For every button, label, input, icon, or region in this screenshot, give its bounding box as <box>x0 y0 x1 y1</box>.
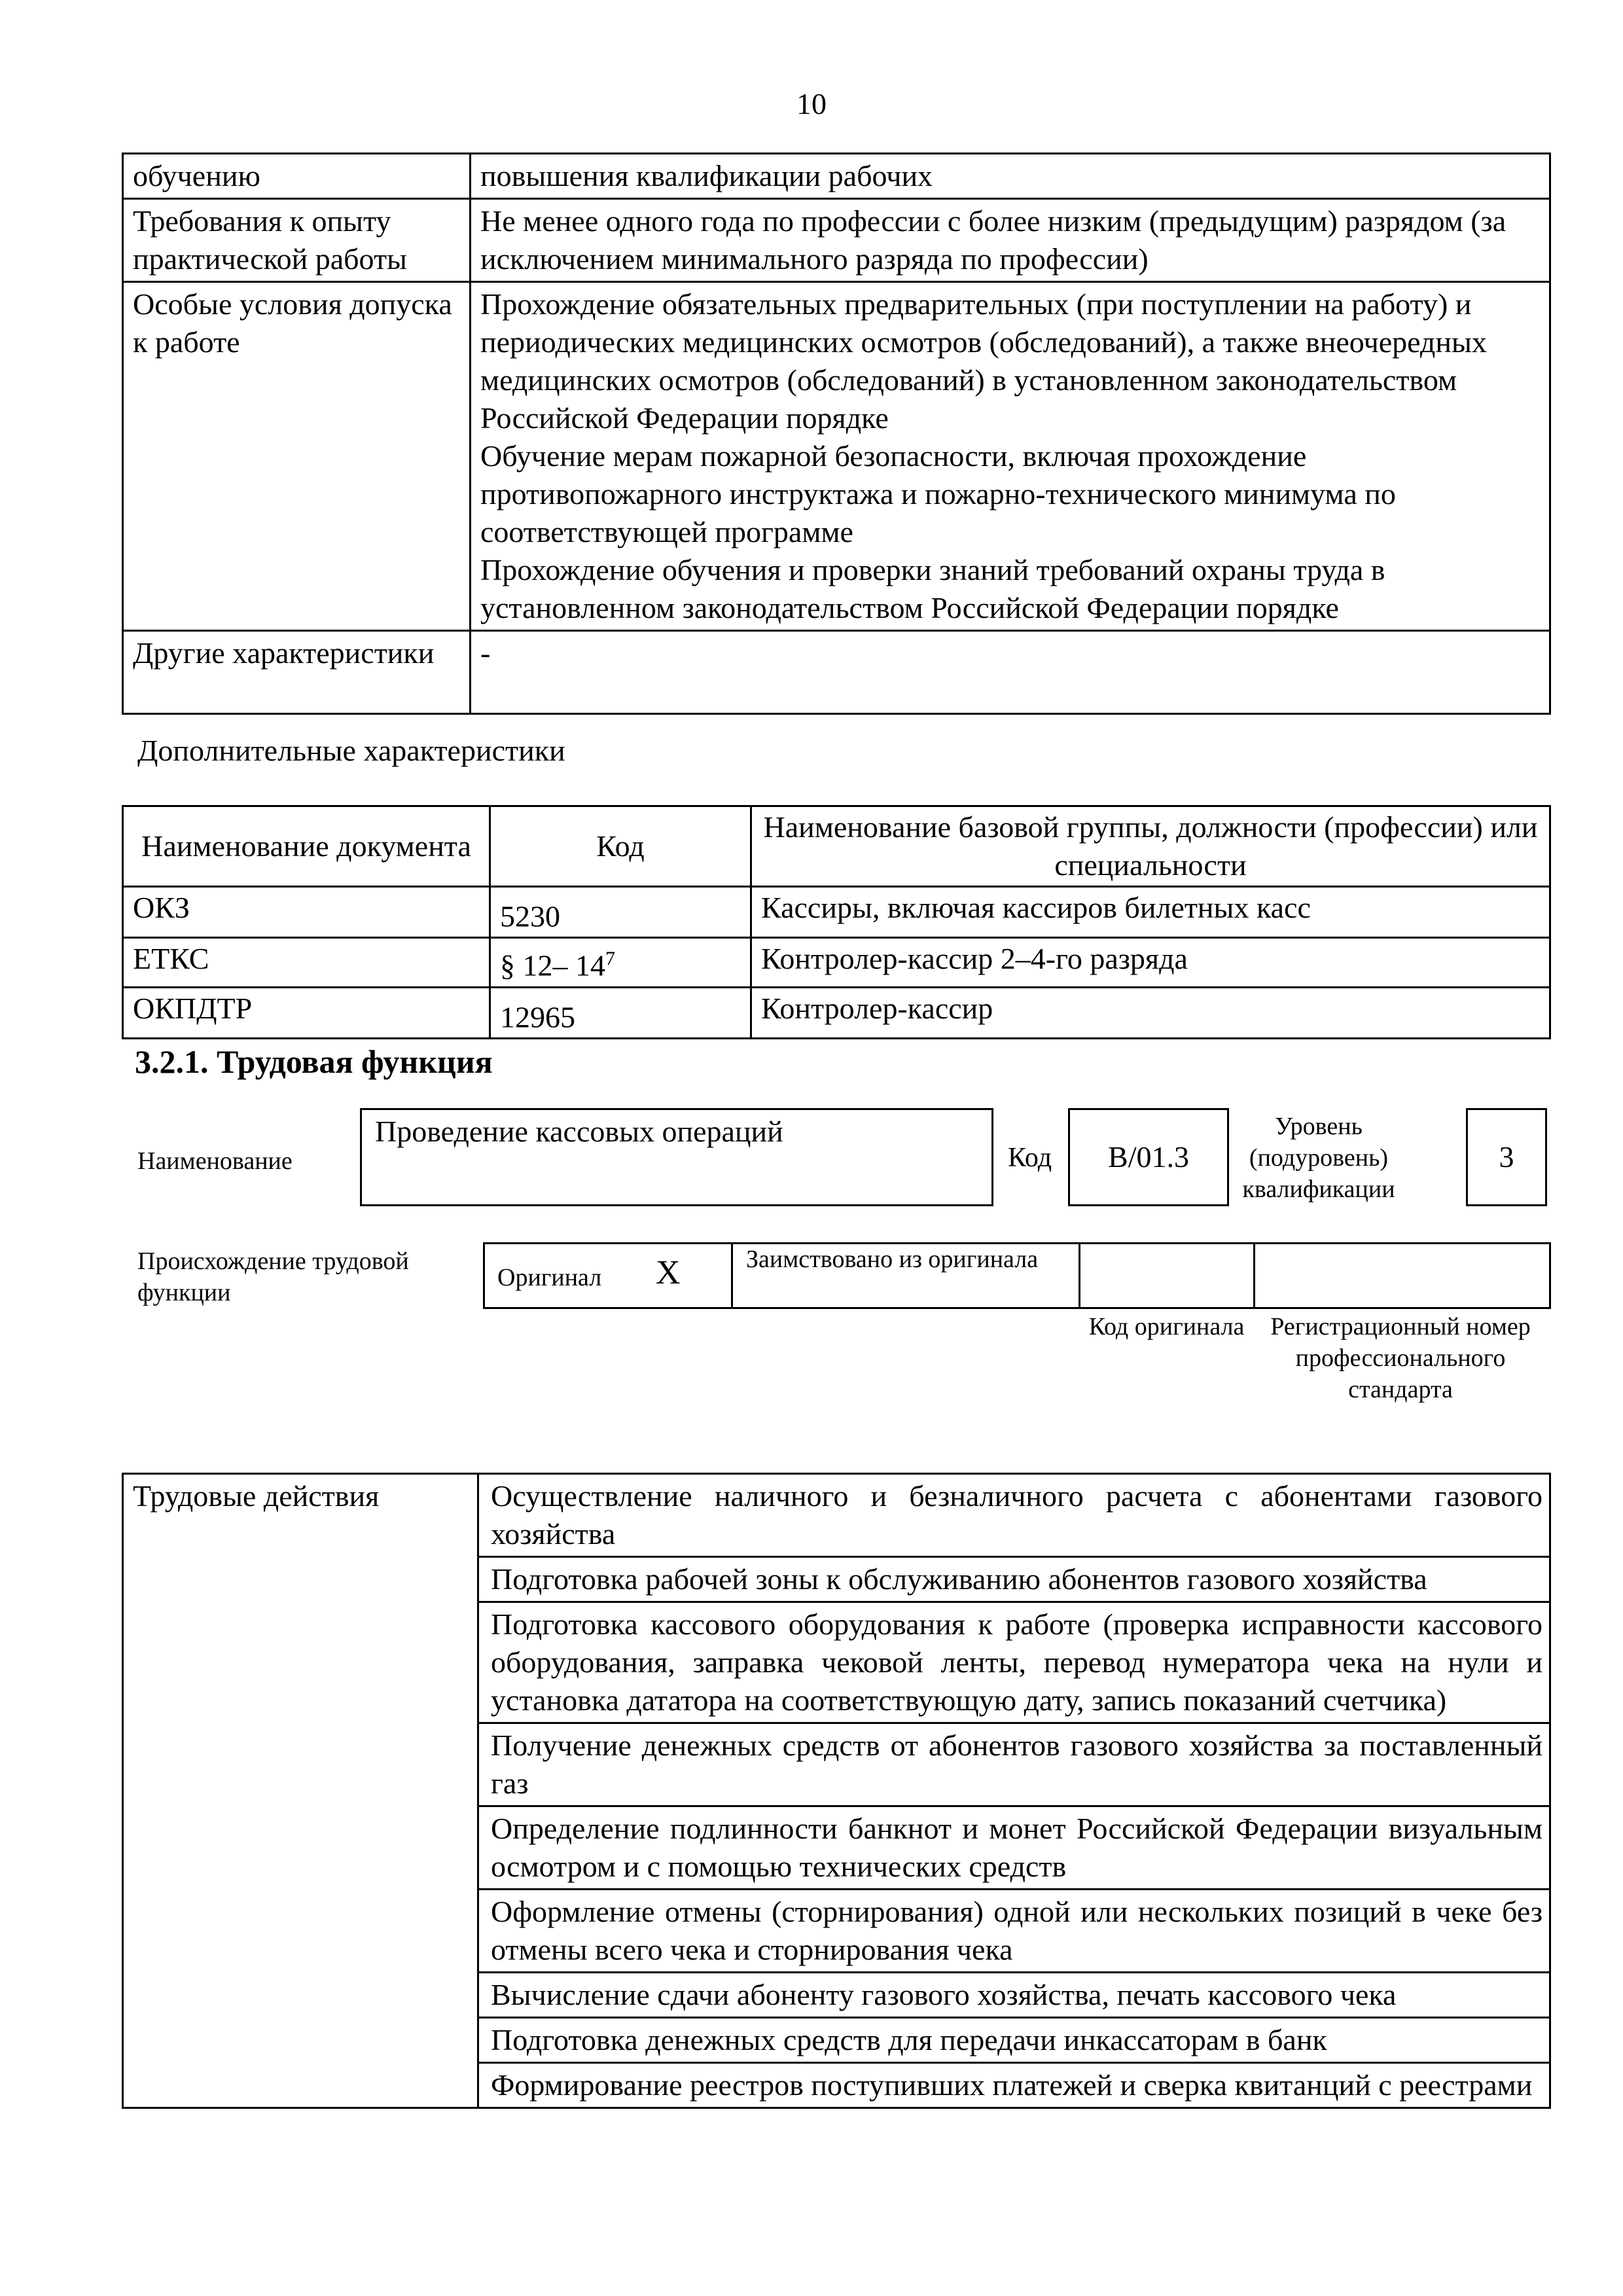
code-cell <box>490 987 751 1038</box>
origin-mark: X <box>656 1254 681 1291</box>
row-text: Не менее одного года по профессии с более низким (предыдущим) разрядом (за исключением минимального разряда по профессии) <box>480 204 1507 276</box>
row-label: Требования к опыту практической работы <box>123 199 471 282</box>
row-text: повышения квалификации рабочих <box>480 159 933 192</box>
row-label: обучению <box>123 154 471 199</box>
additional-table <box>122 805 1551 1039</box>
function-code-box <box>1068 1108 1229 1206</box>
doc-cell: ОКПДТР <box>123 987 490 1038</box>
list-item: Подготовка рабочей зоны к обслуживанию абонентов газового хозяйства <box>479 1558 1549 1603</box>
row-label: Особые условия допуска к работе <box>123 282 471 631</box>
divider <box>1253 1242 1255 1309</box>
function-name-label: Наименование <box>137 1147 293 1175</box>
list-item: Оформление отмены (сторнирования) одной или нескольких позиций в чеке без отмены всего чека и сторнирования чека <box>479 1890 1549 1973</box>
name-cell: Контролер-кассир <box>751 987 1550 1038</box>
code-text: § 12– 14 <box>500 948 605 982</box>
origin-borrowed: Заимствовано из оригинала <box>746 1246 1039 1273</box>
table-row <box>123 199 1550 282</box>
table-row <box>123 1474 1550 2108</box>
additional-heading: Дополнительные характеристики <box>137 734 565 767</box>
row-text: - <box>480 636 491 670</box>
level-label: Уровень (подуровень) квалификации <box>1242 1113 1395 1203</box>
code-text: 5230 <box>500 899 560 933</box>
row-value <box>471 199 1550 282</box>
function-heading: 3.2.1. Трудовая функция <box>135 1043 493 1080</box>
actions-label: Трудовые действия <box>123 1474 478 2108</box>
table-header-row <box>123 806 1550 887</box>
level-box <box>1466 1108 1547 1206</box>
list-item: Определение подлинности банкнот и монет Российской Федерации визуальным осмотром и с помощью технических средств <box>479 1807 1549 1890</box>
header-name: Наименование базовой группы, должности (профессии) или специальности <box>751 806 1550 887</box>
list-item: Подготовка денежных средств для передачи инкассаторам в банк <box>479 2018 1549 2064</box>
row-value <box>471 282 1550 631</box>
divider <box>731 1242 733 1309</box>
actions-table <box>122 1473 1551 2109</box>
row-value <box>471 154 1550 199</box>
qualification-table <box>122 152 1551 715</box>
code-sup: 7 <box>605 948 615 970</box>
function-name-box <box>360 1108 993 1206</box>
table-row <box>123 938 1550 987</box>
row-text: Обучение мерам пожарной безопасности, включая прохождение противопожарного инструктажа и пожарно-технического минимума по соответствующей программе <box>480 439 1396 548</box>
actions-list <box>478 1474 1550 2108</box>
header-code: Код <box>490 806 751 887</box>
header-document: Наименование документа <box>123 806 490 887</box>
table-row <box>123 282 1550 631</box>
doc-cell: ЕТКС <box>123 938 490 987</box>
table-row <box>123 154 1550 199</box>
reg-caption: Регистрационный номер профессионального стандарта <box>1270 1313 1531 1403</box>
row-value <box>471 631 1550 714</box>
table-row <box>123 987 1550 1038</box>
function-code-label: Код <box>1008 1143 1052 1173</box>
list-item: Формирование реестров поступивших платежей и сверка квитанций с реестрами <box>491 2068 1533 2102</box>
row-text: Прохождение обязательных предварительных (при поступлении на работу) и периодических медицинских осмотров (обследований), а также внеочередных медицинских осмотров (обследований) в установленном законодательством Российской Федерации порядке <box>480 287 1487 435</box>
function-name: Проведение кассовых операций <box>375 1115 783 1148</box>
table-row <box>123 631 1550 714</box>
code-cell <box>490 938 751 987</box>
list-item: Подготовка кассового оборудования к работе (проверка исправности кассового оборудования, заправка чековой ленты, перевод нумератора чека на нули и установка дататора на соответствующую дату, запись показаний счетчика) <box>479 1603 1549 1724</box>
list-item: Осуществление наличного и безналичного расчета с абонентами газового хозяйства <box>479 1475 1549 1558</box>
code-caption: Код оригинала <box>1088 1313 1245 1340</box>
row-text: Прохождение обучения и проверки знаний требований охраны труда в установленном законодательством Российской Федерации порядке <box>480 553 1385 624</box>
name-cell: Контролер-кассир 2–4-го разряда <box>751 938 1550 987</box>
divider <box>1079 1242 1080 1309</box>
origin-original: Оригинал <box>497 1264 602 1291</box>
list-item: Вычисление сдачи абоненту газового хозяйства, печать кассового чека <box>479 1973 1549 2018</box>
name-cell: Кассиры, включая кассиров билетных касс <box>751 887 1550 938</box>
list-item: Получение денежных средств от абонентов газового хозяйства за поставленный газ <box>479 1724 1549 1807</box>
page-number: 10 <box>796 87 827 120</box>
origin-label: Происхождение трудовой функции <box>137 1247 409 1306</box>
doc-cell: ОКЗ <box>123 887 490 938</box>
function-code: B/01.3 <box>1108 1140 1189 1174</box>
table-row <box>123 887 1550 938</box>
level-value: 3 <box>1499 1140 1514 1174</box>
row-label: Другие характеристики <box>123 631 471 714</box>
code-text: 12965 <box>500 999 575 1033</box>
code-cell <box>490 887 751 938</box>
